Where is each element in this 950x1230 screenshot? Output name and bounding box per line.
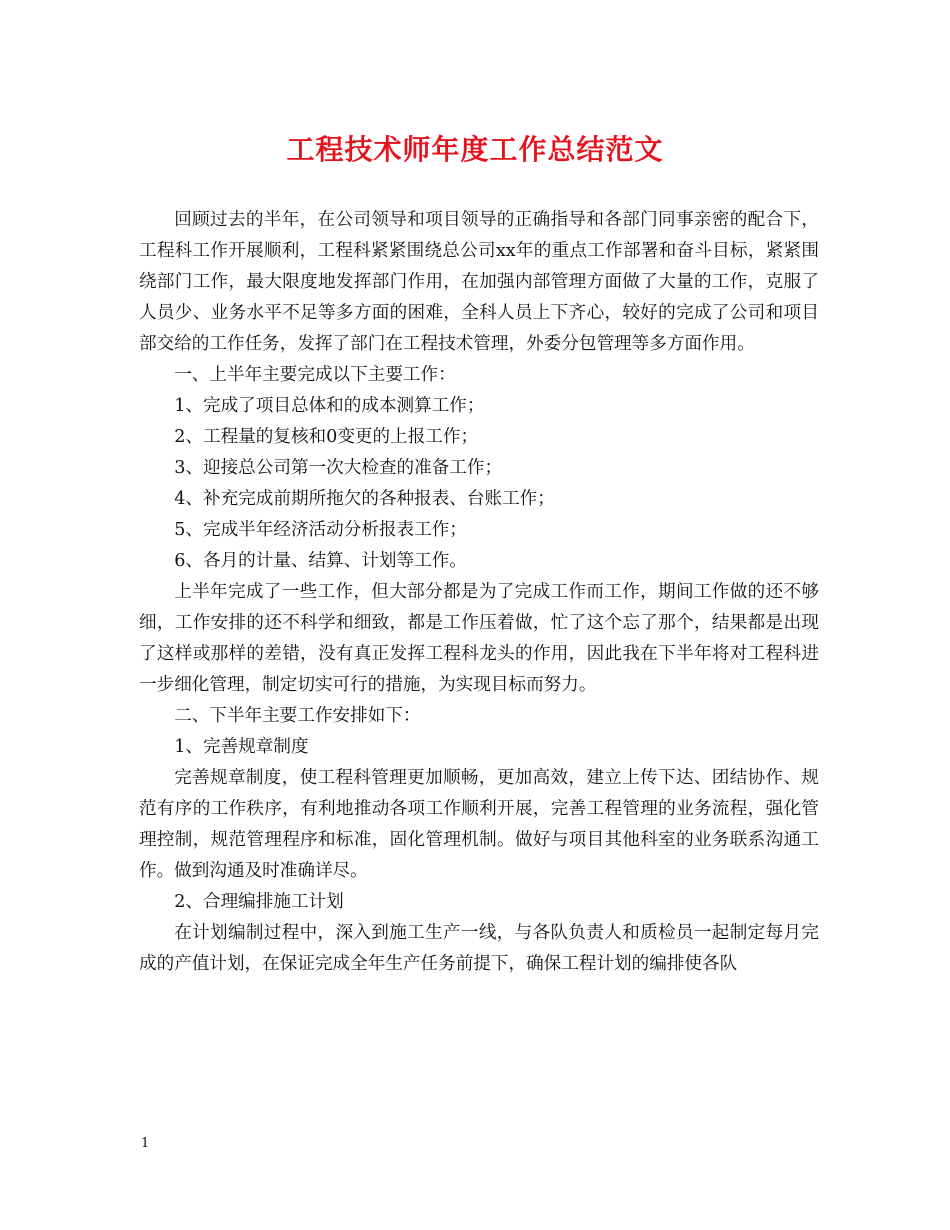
list-item: 4、补充完成前期所拖欠的各种报表、台账工作； xyxy=(174,489,555,509)
list-item: 5、完成半年经济活动分析报表工作； xyxy=(174,520,467,540)
paragraph-rules: 完善规章制度，使工程科管理更加顺畅，更加高效，建立上传下达、团结协作、规范有序的工作秩序，有利地推动各项工作顺利开展，完善工程管理的业务流程，强化管理控制，规范管理程序和标准，固化管理机制。做好与项目其他科室的业务联系沟通工作。做到沟通及时准确详尽。 xyxy=(139,768,819,881)
list-item: 6、各月的计量、结算、计划等工作。 xyxy=(174,551,467,571)
page-number: 1 xyxy=(141,1136,150,1151)
subheading-planning: 2、合理编排施工计划 xyxy=(174,892,344,912)
document-title: 工程技术师年度工作总结范文 xyxy=(286,133,664,166)
subheading-rules: 1、完善规章制度 xyxy=(174,737,309,757)
document-body xyxy=(139,205,819,980)
list-item: 3、迎接总公司第一次大检查的准备工作； xyxy=(174,458,503,478)
section-heading-second-half: 二、下半年主要工作安排如下： xyxy=(174,706,421,726)
list-item: 1、完成了项目总体和的成本测算工作； xyxy=(174,396,485,416)
paragraph-first-half-review: 上半年完成了一些工作，但大部分都是为了完成工作而工作，期间工作做的还不够细，工作安排的还不科学和细致，都是工作压着做，忙了这个忘了那个，结果都是出现了这样或那样的差错，没有真正发挥工程科龙头的作用，因此我在下半年将对工程科进一步细化管理，制定切实可行的措施，为实现目标而努力。 xyxy=(139,582,819,695)
paragraph-planning: 在计划编制过程中，深入到施工生产一线，与各队负责人和质检员一起制定每月完成的产值计划，在保证完成全年生产任务前提下，确保工程计划的编排使各队 xyxy=(139,923,819,974)
paragraph-intro: 回顾过去的半年，在公司领导和项目领导的正确指导和各部门同事亲密的配合下，工程科工作开展顺利，工程科紧紧围绕总公司xx年的重点工作部署和奋斗目标，紧紧围绕部门工作，最大限度地发挥部门作用，在加强内部管理方面做了大量的工作，克服了人员少、业务水平不足等多方面的困难，全科人员上下齐心，较好的完成了公司和项目部交给的工作任务，发挥了部门在工程技术管理，外委分包管理等多方面作用。 xyxy=(139,210,819,354)
section-heading-first-half: 一、上半年主要完成以下主要工作： xyxy=(174,365,456,385)
list-item: 2、工程量的复核和0变更的上报工作； xyxy=(174,427,479,447)
